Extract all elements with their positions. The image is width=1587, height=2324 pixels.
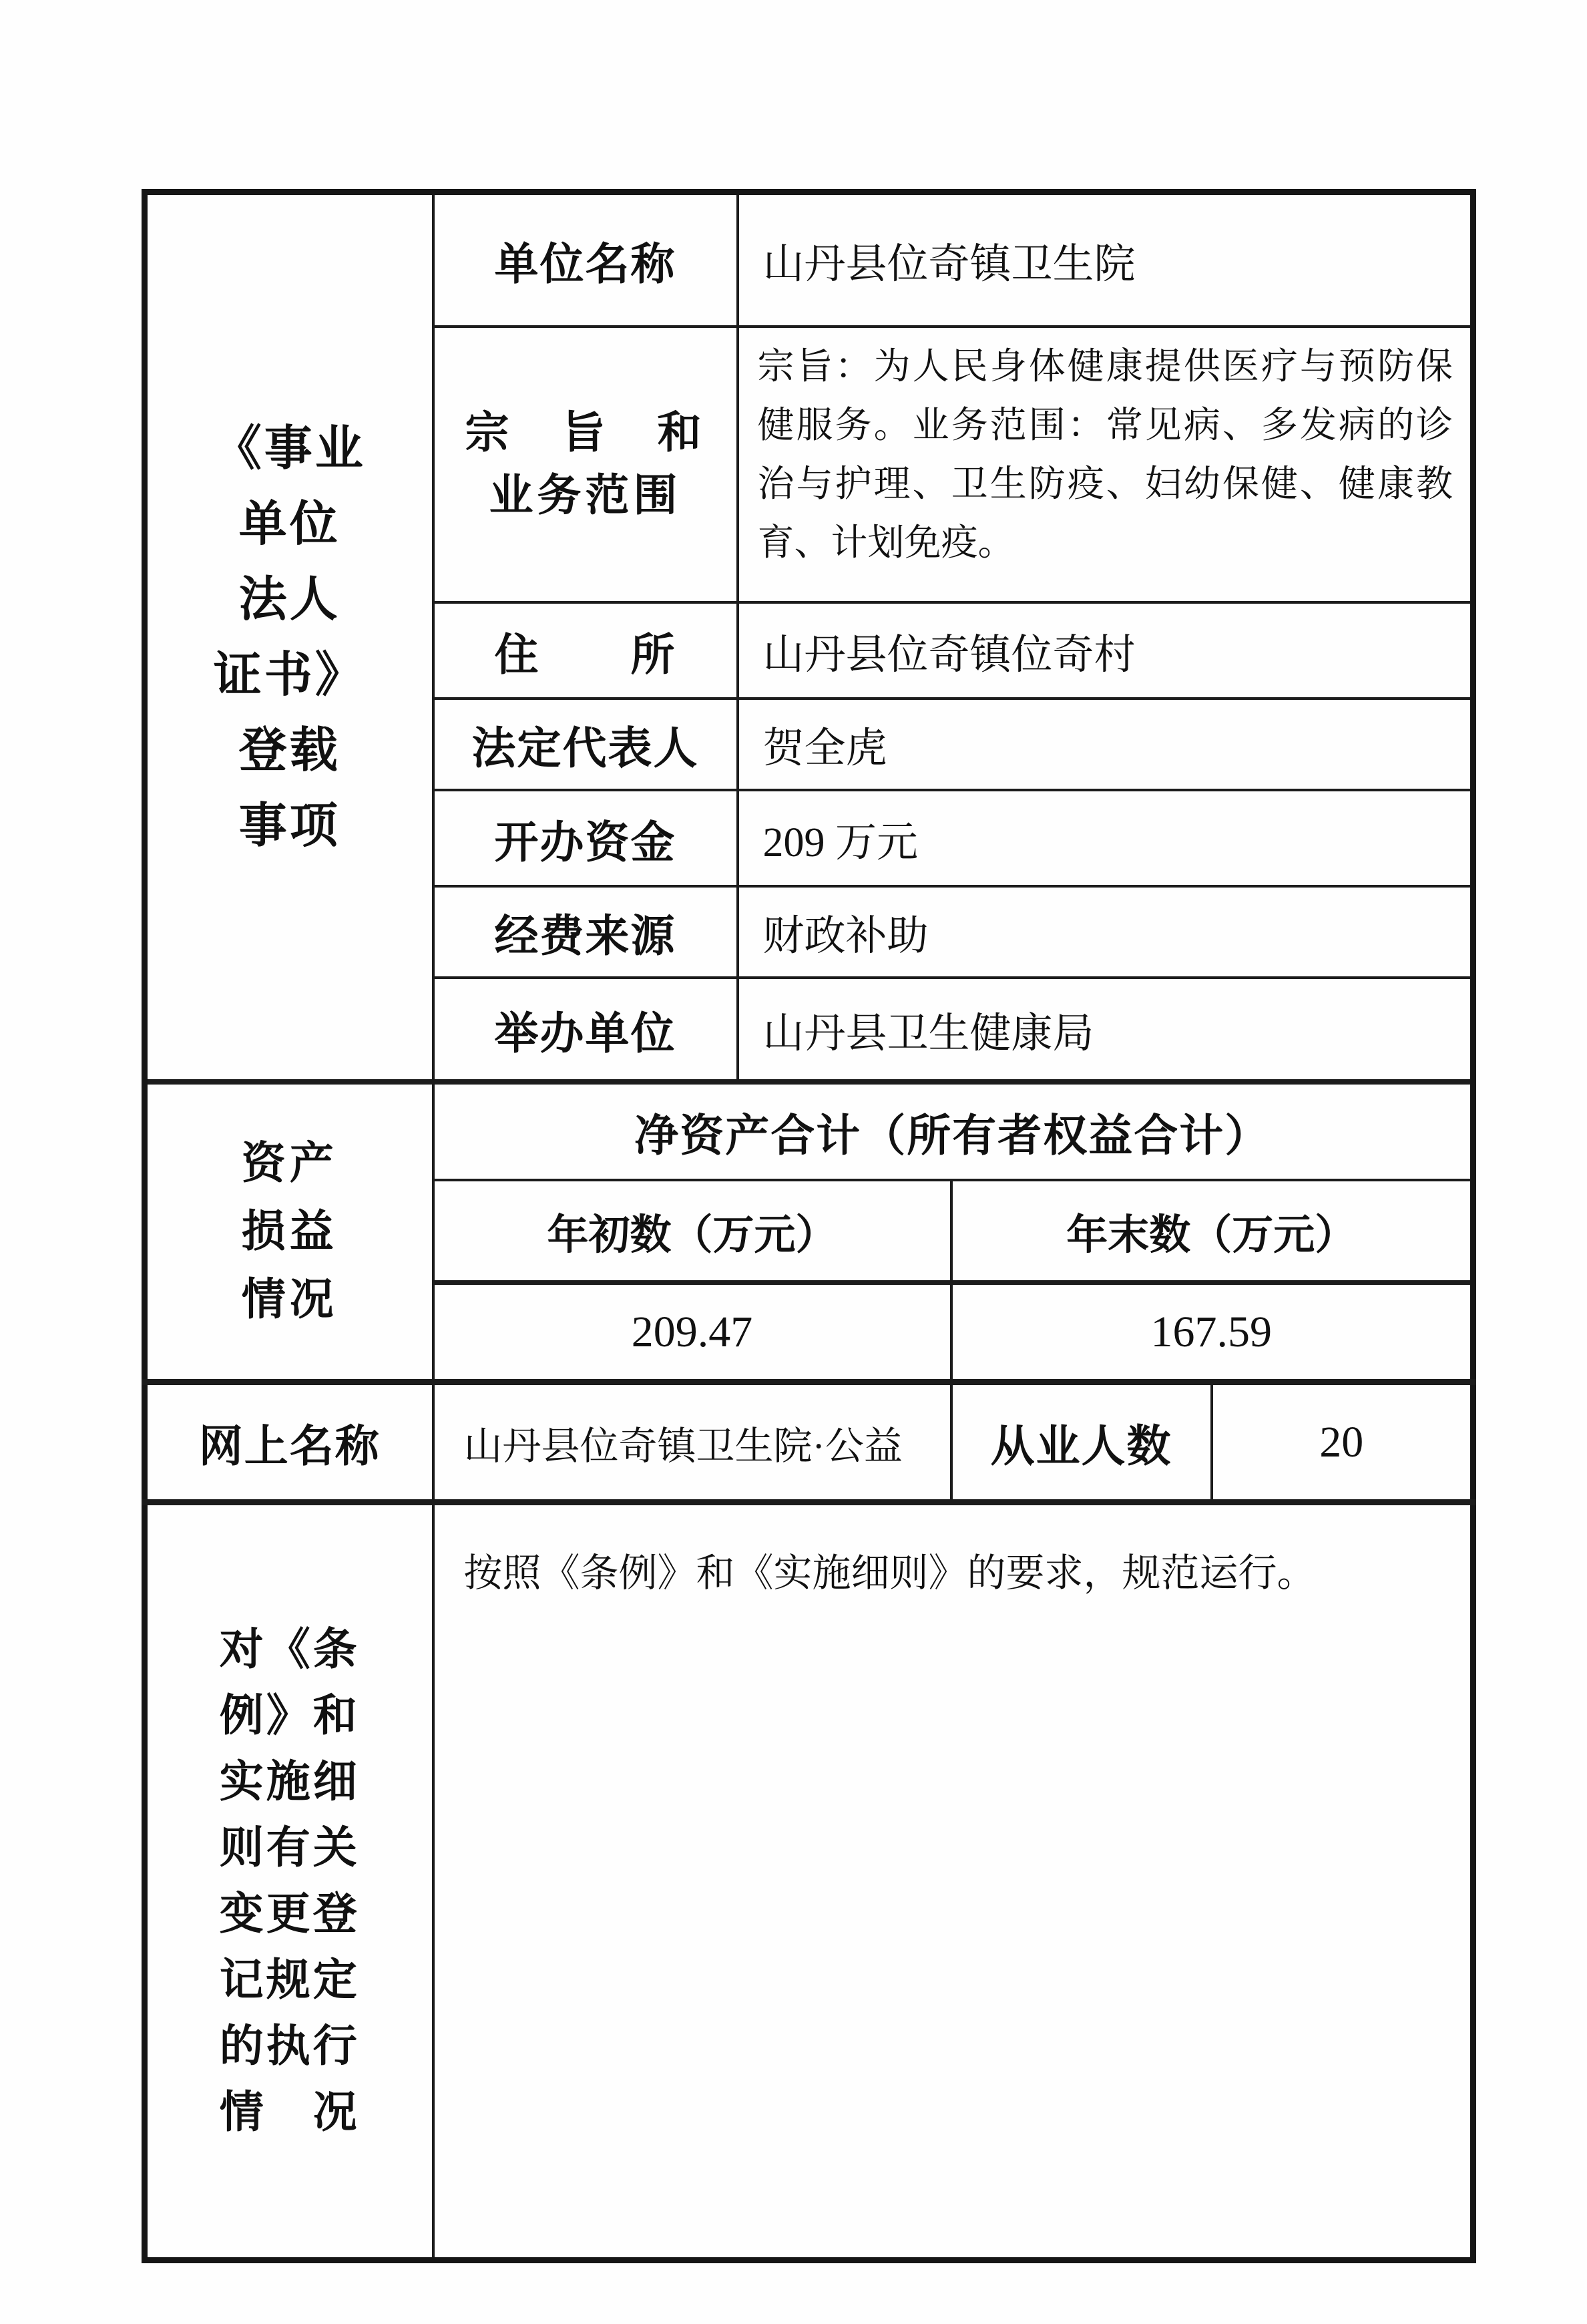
unit-name-label: 单位名称 bbox=[433, 192, 738, 327]
online-name-value: 山丹县位奇镇卫生院·公益 bbox=[433, 1382, 951, 1503]
compliance-label-line: 变更登 bbox=[219, 1889, 360, 1939]
year-end-header: 年末数（万元） bbox=[951, 1180, 1473, 1283]
staff-count-label: 从业人数 bbox=[951, 1382, 1212, 1503]
purpose-scope-value: 宗旨：为人民身体健康提供医疗与预防保健服务。业务范围：常见病、多发病的诊治与护理、卫生防疫、妇幼保健、健康教育、计划免疫。 bbox=[738, 327, 1473, 602]
sponsor-unit-value: 山丹县卫生健康局 bbox=[738, 978, 1473, 1082]
legal-representative-value: 贺全虎 bbox=[738, 699, 1473, 790]
sponsor-unit-label: 举办单位 bbox=[433, 978, 738, 1082]
assets-section-header-line: 损益 bbox=[241, 1207, 338, 1256]
certificate-items-header-line: 证书》 bbox=[213, 648, 366, 702]
compliance-label-line: 对《条 bbox=[219, 1625, 360, 1674]
year-start-header: 年初数（万元） bbox=[433, 1180, 951, 1283]
certificate-items-header-line: 《事业 bbox=[213, 421, 366, 475]
assets-section-header-line: 情况 bbox=[241, 1275, 338, 1324]
purpose-scope-label-line: 业务范围 bbox=[489, 471, 682, 520]
registration-form-table bbox=[142, 189, 1476, 2263]
online-name-label: 网上名称 bbox=[145, 1382, 433, 1503]
year-start-value: 209.47 bbox=[433, 1283, 951, 1382]
assets-section-header bbox=[145, 1082, 433, 1382]
year-end-value: 167.59 bbox=[951, 1283, 1473, 1382]
compliance-section-label bbox=[145, 1503, 433, 2261]
certificate-items-header-line: 单位 bbox=[238, 497, 341, 551]
staff-count-value: 20 bbox=[1212, 1382, 1473, 1503]
certificate-items-header bbox=[145, 192, 433, 1083]
certificate-items-header-line: 事项 bbox=[238, 799, 341, 853]
compliance-label-line: 的执行 bbox=[219, 2021, 360, 2071]
compliance-label-line: 记规定 bbox=[219, 1955, 360, 2005]
compliance-statement-value: 按照《条例》和《实施细则》的要求，规范运行。 bbox=[433, 1503, 1473, 2261]
certificate-items-header-line: 法人 bbox=[238, 572, 341, 626]
compliance-label-line: 情 况 bbox=[219, 2088, 360, 2137]
funding-source-value: 财政补助 bbox=[738, 886, 1473, 978]
legal-representative-label: 法定代表人 bbox=[433, 699, 738, 790]
domicile-label: 住 所 bbox=[433, 602, 738, 699]
net-assets-title: 净资产合计（所有者权益合计） bbox=[433, 1082, 1473, 1180]
startup-capital-label: 开办资金 bbox=[433, 790, 738, 886]
certificate-items-header-line: 登载 bbox=[238, 723, 341, 777]
startup-capital-value: 209 万元 bbox=[738, 790, 1473, 886]
compliance-label-line: 则有关 bbox=[219, 1823, 360, 1873]
funding-source-label: 经费来源 bbox=[433, 886, 738, 978]
unit-name-value: 山丹县位奇镇卫生院 bbox=[738, 192, 1473, 327]
purpose-scope-label-line: 宗 旨 和 bbox=[465, 408, 706, 457]
assets-section-header-line: 资产 bbox=[241, 1139, 338, 1188]
domicile-value: 山丹县位奇镇位奇村 bbox=[738, 602, 1473, 699]
compliance-label-line: 实施细 bbox=[219, 1757, 360, 1806]
purpose-scope-label bbox=[433, 327, 738, 602]
compliance-label-line: 例》和 bbox=[219, 1691, 360, 1740]
